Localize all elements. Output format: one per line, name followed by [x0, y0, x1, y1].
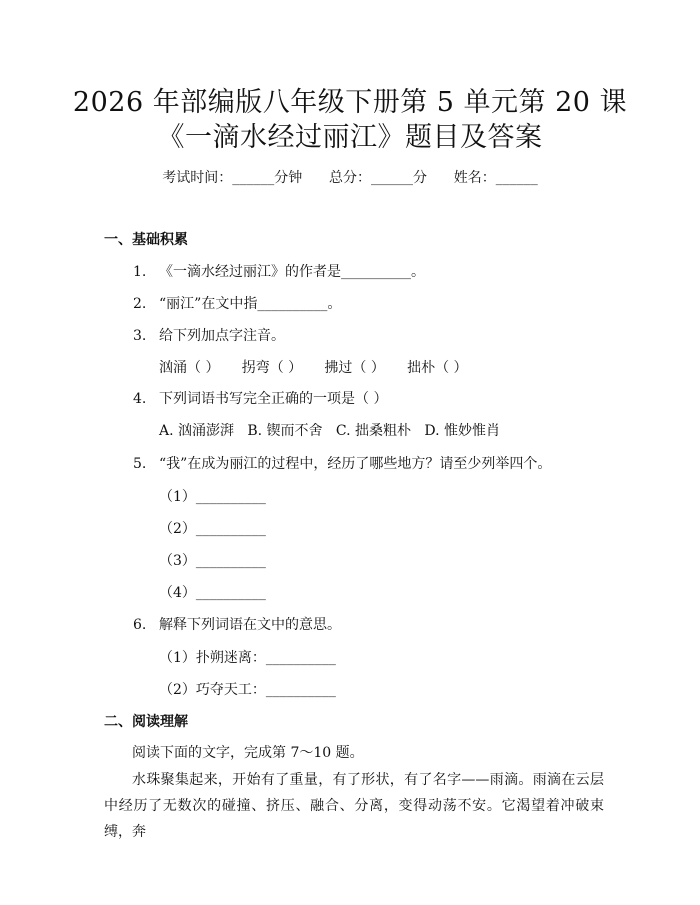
question-6-item-1: （1）扑朔迷离：__________	[159, 650, 336, 666]
doc-title-line-1: 2026 年部编版八年级下册第 5 单元第 20 课	[72, 87, 628, 118]
question-4-text: 下列词语书写完全正确的一项是（ ）	[159, 391, 388, 407]
reading-intro: 阅读下面的文字，完成第 7～10 题。	[132, 745, 364, 761]
section-1-heading: 一、基础积累	[104, 232, 188, 248]
question-1-text: 《一滴水经过丽江》的作者是__________。	[159, 264, 425, 280]
question-3-text: 给下列加点字注音。	[159, 328, 285, 344]
question-3-options: 汹涌（ ） 拐弯（ ） 拂过（ ） 拙朴（ ）	[159, 360, 468, 376]
section-2-heading: 二、阅读理解	[104, 714, 188, 730]
doc-title-line-2: 《一滴水经过丽江》题目及答案	[157, 122, 543, 153]
question-6-item-2: （2）巧夺天工：__________	[159, 682, 336, 698]
reading-passage: 水珠聚集起来，开始有了重量，有了形状，有了名字——雨滴。雨滴在云层中经历了无数次的碰撞、挤压、融合、分离，变得动荡不安。它渴望着冲破束缚，奔	[104, 772, 604, 840]
question-5-number: 5.	[133, 456, 147, 472]
question-3-number: 3.	[133, 328, 147, 344]
question-6-text: 解释下列词语在文中的意思。	[159, 617, 341, 633]
question-6-number: 6.	[133, 617, 147, 633]
question-5-blank-1: （1）__________	[159, 489, 266, 505]
question-2-text: “丽江”在文中指__________。	[159, 296, 342, 312]
question-4-number: 4.	[133, 391, 147, 407]
question-5-blank-4: （4）__________	[159, 585, 266, 601]
question-2-number: 2.	[133, 296, 147, 312]
question-4-options: A. 汹涌澎湃 B. 锲而不舍 C. 拙桑粗朴 D. 惟妙惟肖	[159, 423, 500, 439]
question-5-text: “我”在成为丽江的过程中，经历了哪些地方？请至少列举四个。	[159, 456, 552, 472]
question-5-blank-3: （3）__________	[159, 553, 266, 569]
question-1-number: 1.	[133, 264, 147, 280]
question-5-blank-2: （2）__________	[159, 521, 266, 537]
exam-meta-info: 考试时间：______分钟 总分：______分 姓名：______	[162, 170, 538, 186]
